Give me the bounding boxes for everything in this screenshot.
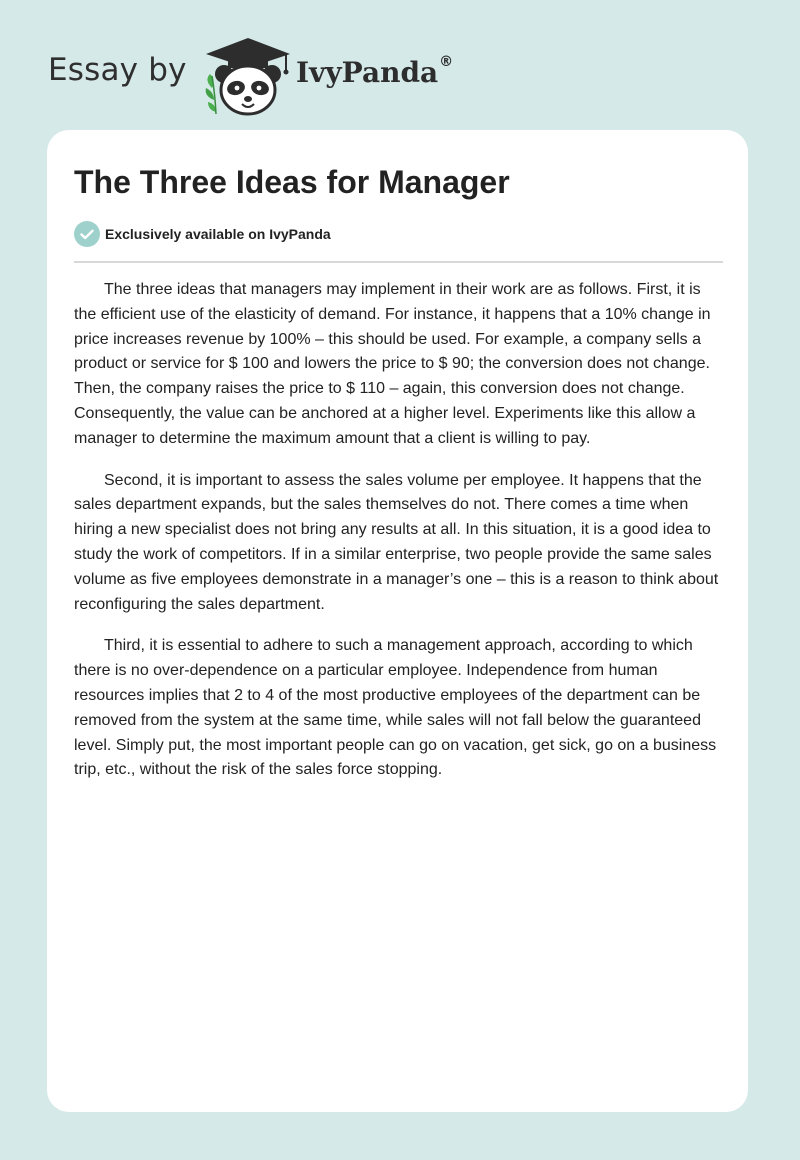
ivy-leaf-icon [206,74,216,114]
paragraph: The three ideas that managers may implement in their work are as follows. First, it is the efficient use of the elasticity of demand. For instance, it happens that a 10% change in price increases revenue by 100% – this should be used. For example, a company sells a product or service for $ 100 and lowers the price to $ 90; the conversion does not change. Then, the company raises the price to $ 110 – again, this conversion does not change. Consequently, the value can be anchored at a higher level. Experiments like this allow a manager to determine the maximum amount that a client is willing to pay. [74,281,711,447]
essay-body [74,278,723,800]
essay-by-label: Essay by [48,52,187,88]
brand-name-text: IvyPanda [296,56,439,89]
page-title: The Three Ideas for Manager [74,164,510,200]
registered-mark: ® [439,54,454,70]
paragraph: Second, it is important to assess the sales volume per employee. It happens that the sales department expands, but the sales themselves do not. There comes a time when hiring a new specialist does not bring any results at all. In this situation, it is a good idea to study the work of competitors. If in a similar enterprise, two people provide the same sales volume as five employees demonstrate in a manager’s one – this is a reason to think about reconfiguring the sales department. [74,471,719,613]
divider [74,261,723,263]
brand-name[interactable] [296,56,453,89]
essay-card [47,130,748,1112]
checkmark-icon [74,221,100,247]
paragraph: Third, it is essential to adhere to such a management approach, according to which there is no over-dependence on a particular employee. Independence from human resources implies that 2 to 4 of the most productive employees of the department can be removed from the system at the same time, while sales will not fall below the guaranteed level. Simply put, the most important people can go on vacation, get sick, go on a business trip, etc., without the risk of the sales force stopping. [74,637,717,779]
panda-logo-icon[interactable] [202,36,294,118]
exclusive-badge [74,221,331,247]
site-header [48,28,468,118]
exclusive-badge-label: Exclusively available on IvyPanda [105,226,331,242]
